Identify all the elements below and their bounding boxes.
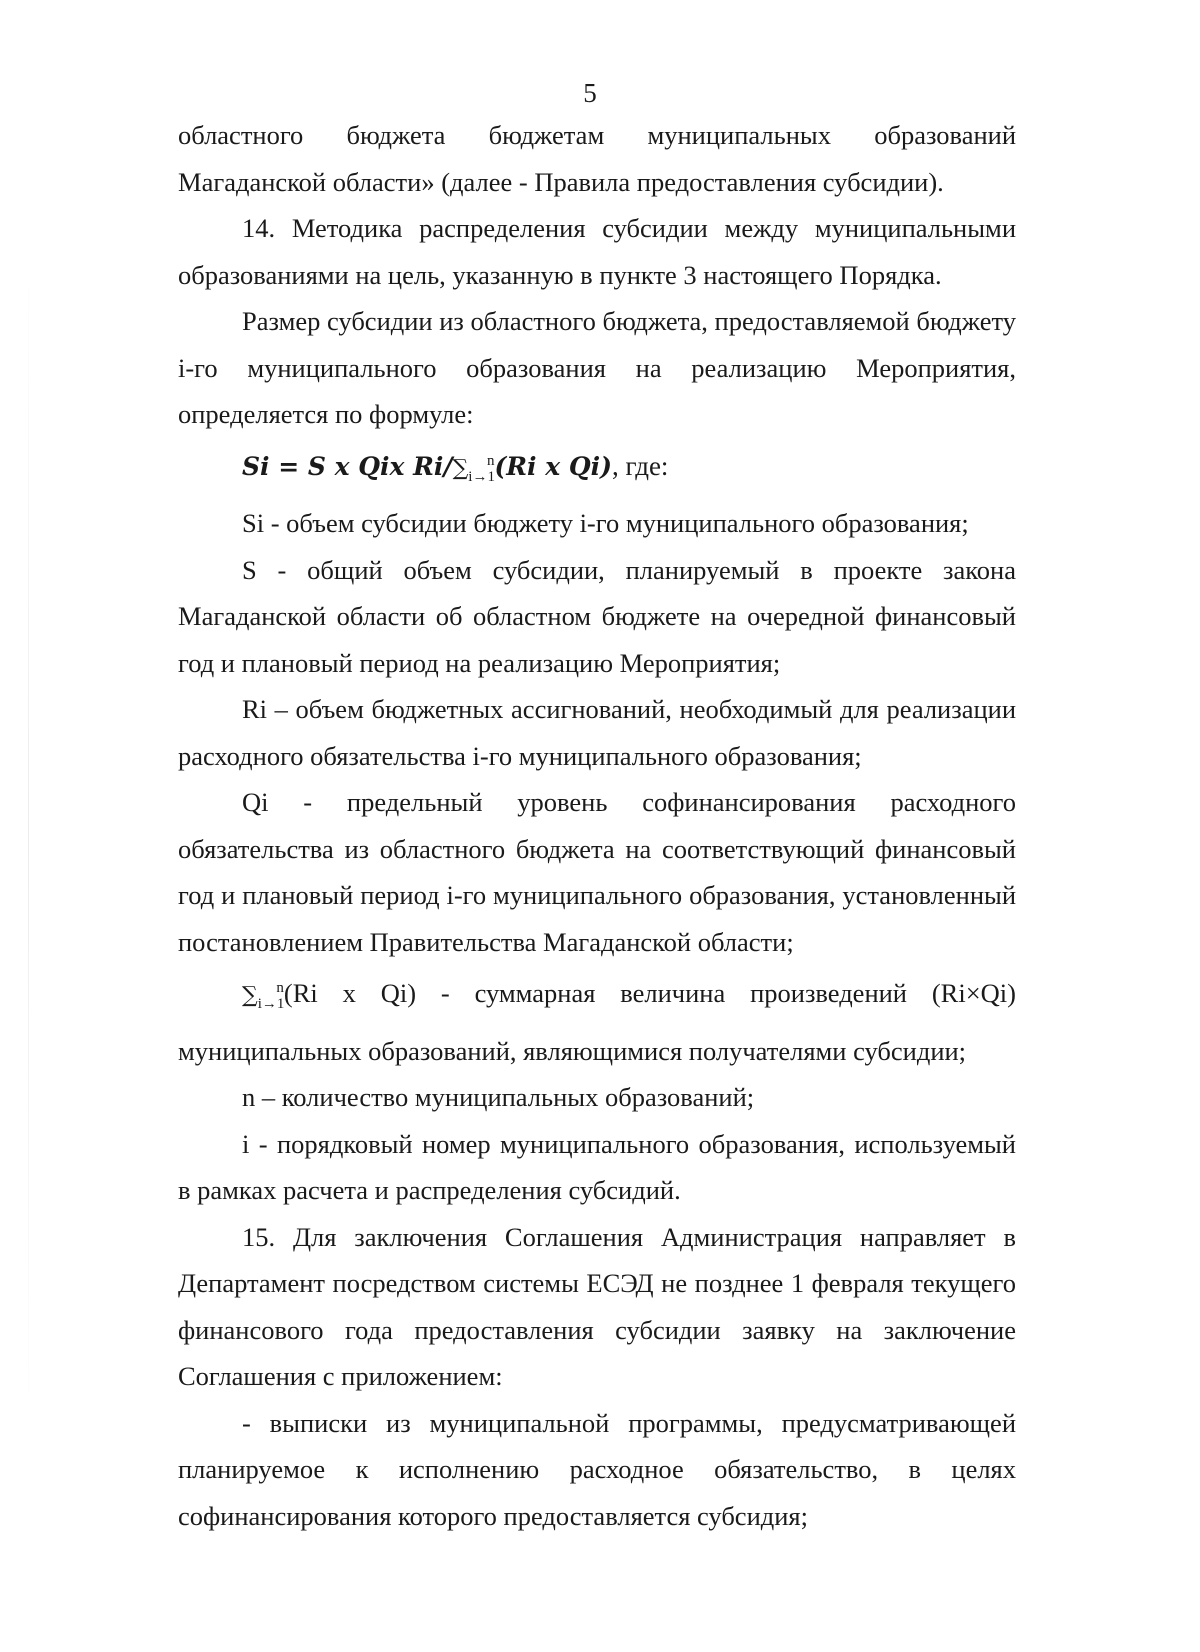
formula-main bbox=[178, 438, 1016, 501]
definition-i: i - порядковый номер муниципального образования, используемый в рамках расчета и распределения субсидий. bbox=[178, 1128, 1016, 1205]
sum-symbol: ∑ bbox=[242, 983, 258, 1008]
page-number: 5 bbox=[583, 78, 597, 108]
definition-sum-text: (Ri x Qi) - суммарная величина произведений (Ri×Qi) муниципальных образований, являющимися получателями субсидии; bbox=[178, 978, 1016, 1066]
paragraph-item-15: 15. Для заключения Соглашения Администрация направляет в Департамент посредством системы ЕСЭД не позднее 1 февраля текущего финансового года предоставления субсидии заявку на заключение Соглашения с приложением: bbox=[178, 1221, 1016, 1391]
definition-ri: Ri – объем бюджетных ассигнований, необходимый для реализации расходного обязательства i-го муниципального образования; bbox=[178, 694, 1016, 771]
formula-where: , где: bbox=[611, 450, 669, 481]
definition-sum bbox=[178, 965, 1016, 1074]
sum-lower-index: i→1 bbox=[468, 468, 495, 485]
document-body bbox=[178, 112, 1016, 1539]
definition-s: S - общий объем субсидии, планируемый в проекте закона Магаданской области об областном бюджете на очередной финансовый год и плановый период на реализацию Мероприятия; bbox=[178, 554, 1016, 678]
formula-expression: Si = S x Qix Ri/ bbox=[242, 451, 453, 481]
definition-qi: Qi - предельный уровень софинансирования расходного обязательства из областного бюджета на соответствующий финансовый год и плановый период i-го муниципального образования, установленный постановлением Правительства Магаданской области; bbox=[178, 787, 1016, 957]
paragraph-item-14: 14. Методика распределения субсидии между муниципальными образованиями на цель, указанную в пункте 3 настоящего Порядка. bbox=[178, 213, 1016, 290]
scan-edge-shadow bbox=[28, 240, 29, 1440]
definition-n: n – количество муниципальных образований; bbox=[242, 1082, 755, 1112]
list-item: - выписки из муниципальной программы, предусматривающей планируемое к исполнению расходное обязательство, в целях софинансирования которого предоставляется субсидия; bbox=[178, 1407, 1016, 1531]
paragraph: Размер субсидии из областного бюджета, предоставляемой бюджету i-го муниципального образования на реализацию Мероприятия, определяется по формуле: bbox=[178, 306, 1016, 429]
definition-si: Si - объем субсидии бюджету i-го муниципального образования; bbox=[242, 508, 969, 538]
sum-upper-index: n bbox=[486, 452, 495, 469]
sum-symbol: ∑ bbox=[452, 455, 469, 481]
sum-upper-index: n bbox=[276, 980, 284, 996]
sum-lower-index: i→1 bbox=[257, 996, 285, 1012]
formula-tail: (Ri x Qi) bbox=[494, 451, 612, 481]
paragraph: областного бюджета бюджетам муниципальных образований Магаданской области» (далее - Правила предоставления субсидии). bbox=[178, 120, 1016, 197]
